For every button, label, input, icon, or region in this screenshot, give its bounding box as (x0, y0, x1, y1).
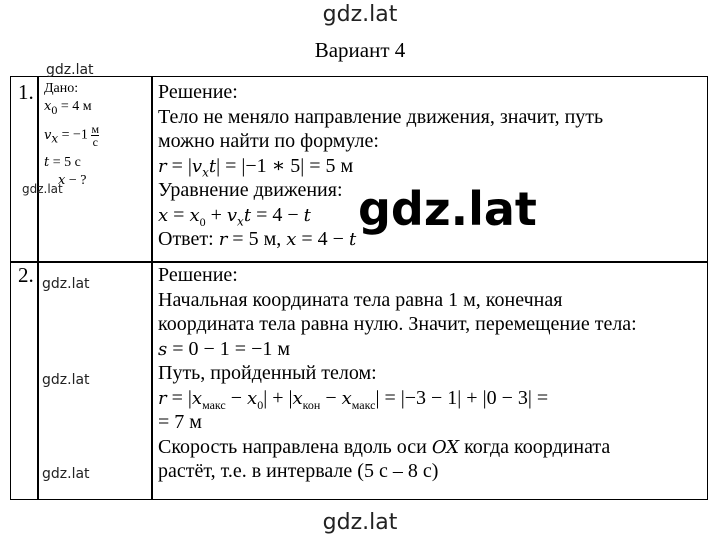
watermark-large: gdz.lat (358, 182, 537, 236)
task2-number: 2. (18, 263, 34, 287)
task2-line-1: Решение: (158, 264, 238, 286)
watermark-small-3: gdz.lat (42, 276, 90, 292)
watermark-small-1: gdz.lat (46, 62, 94, 78)
watermark-small-2: gdz.lat (22, 182, 63, 196)
given-x0: $x_0 = 4$ м (44, 99, 92, 117)
column-divider-1 (37, 77, 39, 499)
given-vx: $v_x = -1$ м с (44, 121, 100, 149)
task2-line-8: Скорость направлена вдоль оси OX когда координата (158, 435, 611, 458)
task1-line-5: Уравнение движения: (158, 179, 343, 201)
given-t: t = 5 с (44, 154, 81, 170)
given-find: x − ? (58, 172, 87, 188)
watermark-top: gdz.lat (322, 2, 398, 27)
task2-line-7: = 7 м (158, 411, 202, 433)
task1-line-3: можно найти по формуле: (158, 130, 379, 152)
task1-line-7: Ответ: r = 5 м, x = 4 − t (158, 228, 357, 250)
task1-line-4: $r = |v_xt| = |-1$ ∗ 5| = 5 м (158, 154, 354, 180)
task1-line-2: Тело не меняло направление движения, значит, путь (158, 105, 604, 128)
task2-line-5: Путь, пройденный телом: (158, 362, 377, 384)
watermark-small-4: gdz.lat (42, 372, 90, 388)
page-title: Вариант 4 (314, 38, 406, 62)
task1-given (44, 80, 99, 190)
task2-line-4: s = 0 − 1 = −1 м (158, 337, 291, 360)
column-divider-2 (151, 77, 153, 499)
watermark-bottom: gdz.lat (322, 510, 398, 535)
task2-line-9: растёт, т.е. в интервале (5 с – 8 с) (158, 460, 439, 482)
task2-solution (158, 263, 698, 484)
task1-number: 1. (18, 80, 34, 104)
task2-line-6: $r = |x_{макс} - x_0| + |x_{кон} - x_{макс}| = |-3 - 1| + |0 - 3|$ = (158, 386, 549, 412)
watermark-small-5: gdz.lat (42, 466, 90, 482)
task2-line-2: Начальная координата тела равна 1 м, конечная (158, 288, 563, 311)
given-label: Дано: (44, 81, 79, 96)
task2-line-3: координата тела равна нулю. Значит, перемещение тела: (158, 313, 637, 335)
task1-line-6: $x = x_0 + v_xt = 4 - t$ (158, 203, 311, 229)
task1-line-1: Решение: (158, 81, 238, 103)
